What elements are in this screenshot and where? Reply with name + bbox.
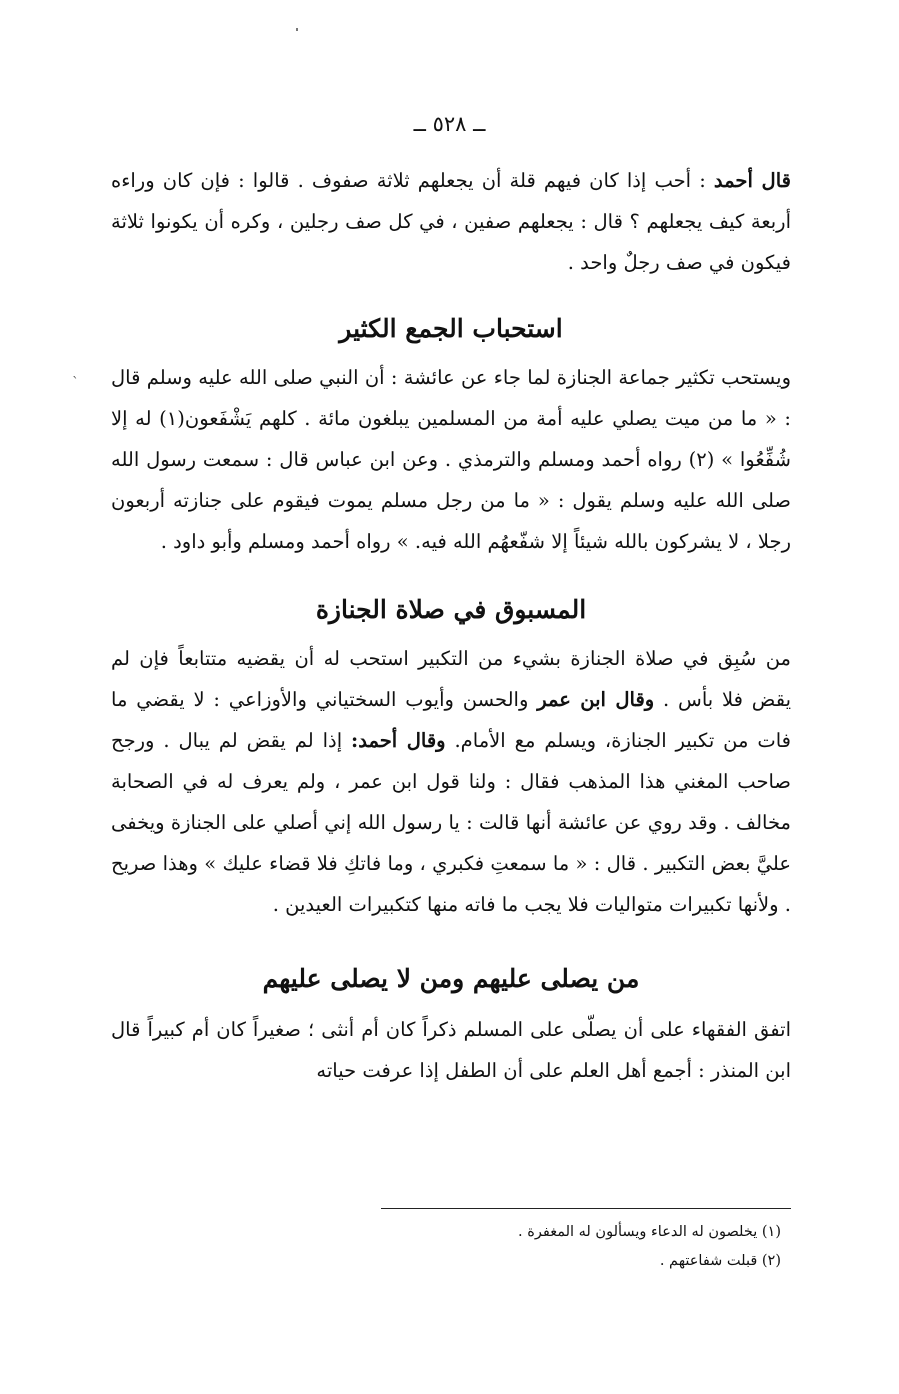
latecomer-bold-ibn-umar: وقال ابن عمر: [537, 688, 655, 711]
section-heading-large-gathering: استحباب الجمع الكثير: [339, 314, 563, 343]
latecomer-text-3: إذا لم يقض لم يبال . ورجح صاحب المغني هذا المذهب فقال : ولنا قول ابن عمر ، ولم يعرف له في الصحابة مخالف . وقد روي عن عائشة أنها قالت : يا رسول الله إني أصلي على الجنازة ويخفى عليَّ بعض التكبير . قال : « ما سمعتِ فكبري ، وما فاتكِ فلا قضاء عليك » وهذا صريح . ولأنها تكبيرات متواليات فلا يجب ما فاته منها كتكبيرات العيدين .: [111, 729, 791, 916]
footnote-2: (٢) قبلت شفاعتهم .: [659, 1253, 781, 1269]
latecomer-text-2: والحسن وأيوب السختياني والأوزاعي : لا يقضي ما فات من تكبير الجنازة، ويسلم مع الأمام.: [111, 688, 791, 752]
intro-text: : أحب إذا كان فيهم قلة أن يجعلهم ثلاثة صفوف . قالوا : فإن كان وراءه أربعة كيف يجعلهم ؟ قال : يجعلهم صفين ، في كل صف رجلين ، وكره أن يكونوا ثلاثة فيكون في صف رجلٌ واحد .: [111, 169, 791, 274]
section-heading-latecomer: المسبوق في صلاة الجنازة: [315, 595, 587, 624]
page-body: [111, 160, 791, 1091]
intro-paragraph: [111, 160, 791, 283]
margin-mark: ˋ: [72, 375, 79, 391]
print-speck: [296, 28, 298, 31]
page-number: ــ ٥٢٨ ــ: [413, 112, 486, 136]
section-paragraph-latecomer: [111, 638, 791, 925]
intro-speaker: قال أحمد: [713, 169, 791, 192]
section-heading-who-prayed-over: من يصلى عليهم ومن لا يصلى عليهم: [262, 964, 640, 993]
latecomer-bold-ahmad: وقال أحمد:: [351, 729, 446, 752]
latecomer-text-1: من سُبِق في صلاة الجنازة بشيء من التكبير استحب له أن يقضيه متتابعاً فإن لم يقض فلا بأس .: [111, 647, 791, 711]
section-paragraph-who-prayed-over: اتفق الفقهاء على أن يصلّى على المسلم ذكراً كان أم أنثى ؛ صغيراً كان أم كبيراً قال ابن المنذر : أجمع أهل العلم على أن الطفل إذا عرفت حياته: [111, 1018, 791, 1082]
footnotes: [281, 1218, 781, 1276]
footnote-divider: [381, 1208, 791, 1209]
footnote-1: (١) يخلصون له الدعاء ويسألون له المغفرة .: [518, 1224, 781, 1240]
section-paragraph-large-gathering: ويستحب تكثير جماعة الجنازة لما جاء عن عائشة : أن النبي صلى الله عليه وسلم قال : « ما من ميت يصلي عليه أمة من المسلمين يبلغون مائة . كلهم يَشْفَعون(١) له إلا شُفِّعُوا » (٢) رواه أحمد ومسلم والترمذي . وعن ابن عباس قال : سمعت رسول الله صلى الله عليه وسلم يقول : « ما من رجل مسلم يموت فيقوم على جنازته أربعون رجلا ، لا يشركون بالله شيئاً إلا شفّعهُم الله فيه. » رواه أحمد ومسلم وأبو داود .: [111, 366, 791, 553]
